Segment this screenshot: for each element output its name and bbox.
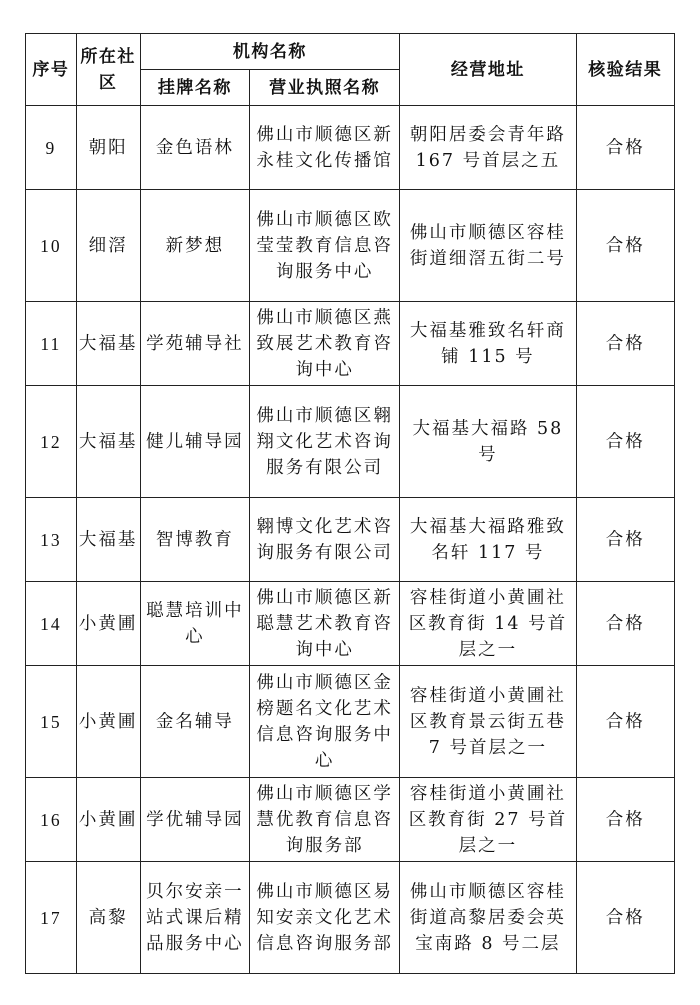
row-result: 合格 (576, 302, 674, 386)
row-result: 合格 (576, 498, 674, 582)
row-result: 合格 (576, 582, 674, 666)
row-license-name: 佛山市顺德区翱翔文化艺术咨询服务有限公司 (250, 386, 400, 498)
row-license-name: 佛山市顺德区易知安亲文化艺术信息咨询服务部 (250, 862, 400, 974)
row-community: 大福基 (76, 302, 140, 386)
row-address: 大福基雅致名轩商铺 115 号 (400, 302, 576, 386)
row-community: 大福基 (76, 498, 140, 582)
row-result: 合格 (576, 386, 674, 498)
header-result: 核验结果 (576, 34, 674, 106)
row-address: 佛山市顺德区容桂街道细滘五街二号 (400, 190, 576, 302)
table-row (26, 302, 675, 386)
table-row (26, 386, 675, 498)
row-result: 合格 (576, 106, 674, 190)
header-community: 所在社区 (76, 34, 140, 106)
row-sign-name: 学苑辅导社 (140, 302, 250, 386)
header-org-name: 机构名称 (140, 34, 400, 70)
row-community: 小黄圃 (76, 666, 140, 778)
row-number: 14 (26, 582, 77, 666)
header-seq: 序号 (26, 34, 77, 106)
header-sign-name: 挂牌名称 (140, 70, 250, 106)
row-number: 12 (26, 386, 77, 498)
row-sign-name: 贝尔安亲一站式课后精品服务中心 (140, 862, 250, 974)
inspection-table (25, 33, 675, 974)
table-row (26, 862, 675, 974)
row-address: 容桂街道小黄圃社区教育街 14 号首层之一 (400, 582, 576, 666)
row-community: 小黄圃 (76, 778, 140, 862)
row-license-name: 佛山市顺德区燕致展艺术教育咨询中心 (250, 302, 400, 386)
row-number: 17 (26, 862, 77, 974)
table-row (26, 666, 675, 778)
row-community: 细滘 (76, 190, 140, 302)
row-number: 15 (26, 666, 77, 778)
row-number: 11 (26, 302, 77, 386)
row-address: 佛山市顺德区容桂街道高黎居委会英宝南路 8 号二层 (400, 862, 576, 974)
row-number: 9 (26, 106, 77, 190)
row-sign-name: 聪慧培训中心 (140, 582, 250, 666)
row-sign-name: 学优辅导园 (140, 778, 250, 862)
row-number: 10 (26, 190, 77, 302)
table-row (26, 582, 675, 666)
row-result: 合格 (576, 778, 674, 862)
row-community: 大福基 (76, 386, 140, 498)
row-number: 13 (26, 498, 77, 582)
table-row (26, 498, 675, 582)
row-sign-name: 金色语林 (140, 106, 250, 190)
row-address: 朝阳居委会青年路 167 号首层之五 (400, 106, 576, 190)
row-sign-name: 智博教育 (140, 498, 250, 582)
row-license-name: 佛山市顺德区金榜题名文化艺术信息咨询服务中心 (250, 666, 400, 778)
row-community: 小黄圃 (76, 582, 140, 666)
row-community: 朝阳 (76, 106, 140, 190)
table-row (26, 778, 675, 862)
header-address: 经营地址 (400, 34, 576, 106)
row-number: 16 (26, 778, 77, 862)
row-result: 合格 (576, 190, 674, 302)
row-community: 高黎 (76, 862, 140, 974)
row-address: 容桂街道小黄圃社区教育街 27 号首层之一 (400, 778, 576, 862)
row-result: 合格 (576, 666, 674, 778)
row-license-name: 佛山市顺德区新聪慧艺术教育咨询中心 (250, 582, 400, 666)
row-address: 大福基大福路 58 号 (400, 386, 576, 498)
row-sign-name: 金名辅导 (140, 666, 250, 778)
row-address: 容桂街道小黄圃社区教育景云街五巷 7 号首层之一 (400, 666, 576, 778)
row-address: 大福基大福路雅致名轩 117 号 (400, 498, 576, 582)
row-license-name: 翱博文化艺术咨询服务有限公司 (250, 498, 400, 582)
table-row (26, 106, 675, 190)
row-sign-name: 新梦想 (140, 190, 250, 302)
table-row (26, 190, 675, 302)
row-license-name: 佛山市顺德区欧莹莹教育信息咨询服务中心 (250, 190, 400, 302)
row-license-name: 佛山市顺德区新永桂文化传播馆 (250, 106, 400, 190)
row-result: 合格 (576, 862, 674, 974)
header-license-name: 营业执照名称 (250, 70, 400, 106)
row-sign-name: 健儿辅导园 (140, 386, 250, 498)
row-license-name: 佛山市顺德区学慧优教育信息咨询服务部 (250, 778, 400, 862)
